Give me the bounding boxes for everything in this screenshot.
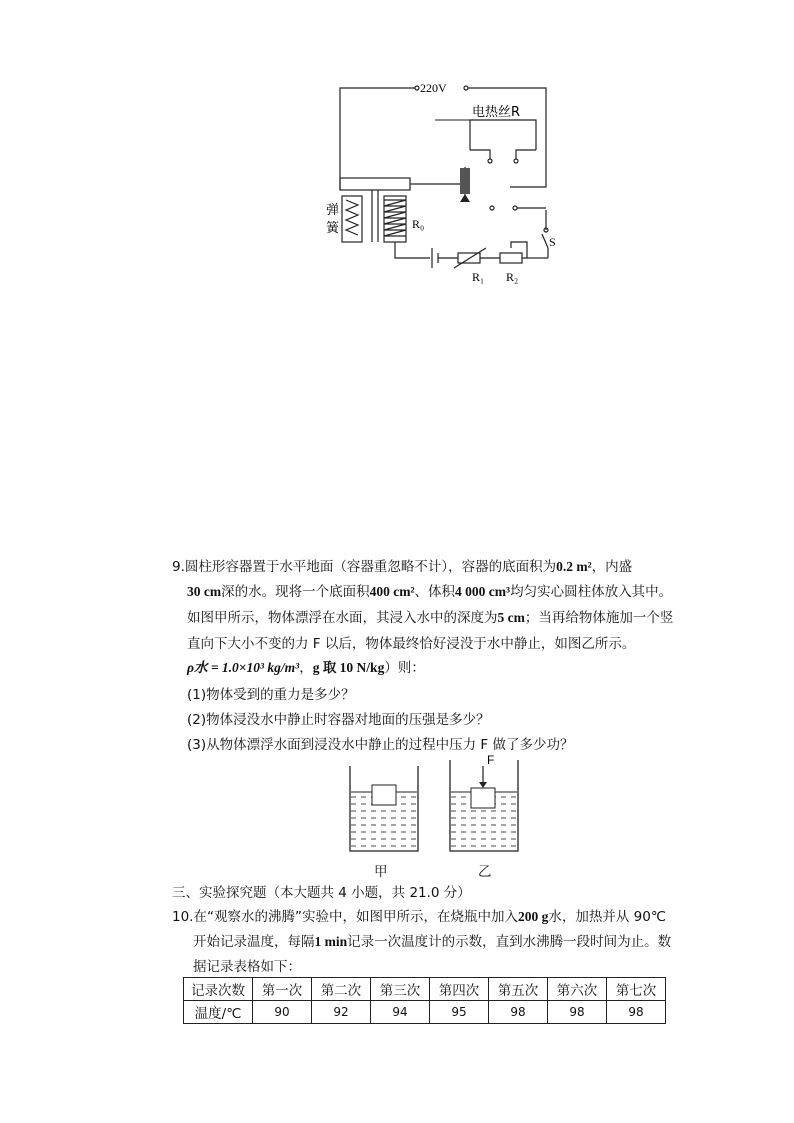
- force-label: F: [487, 753, 495, 767]
- q9-gravity: g 取 10 N/kg: [312, 660, 385, 675]
- q10-text: 水，加热并从 90℃: [548, 909, 666, 925]
- q9-text: ，内盛: [591, 559, 633, 575]
- spring-label-1: 弹: [326, 203, 340, 218]
- table-header-cell: 第三次: [371, 978, 430, 1001]
- q9-text: 9.圆柱形容器置于水平地面（容器重忽略不计），容器的底面积为: [172, 559, 557, 575]
- q9-text: ）则：: [384, 660, 425, 676]
- q9-subquestion-2: (2)物体浸没水中静止时容器对地面的压强是多少？: [187, 712, 490, 728]
- q9-text: 、体积: [414, 584, 456, 600]
- switch-label: S: [549, 235, 556, 249]
- table-cell: 90: [253, 1001, 312, 1024]
- q9-density: ρ水 = 1.0×10³ kg/m³: [187, 660, 300, 675]
- table-row: [184, 1001, 666, 1024]
- q9-line-4: 直向下大小不变的力 F 以后，物体最终恰好浸没于水中静止，如图乙所示。: [187, 636, 636, 652]
- q9-line-1: [172, 558, 632, 576]
- q9-volume: 4 000 cm³: [455, 584, 511, 599]
- q9-base-area: 400 cm²: [369, 584, 415, 599]
- r2-label: R₂: [506, 270, 519, 284]
- table-header-cell: 第二次: [312, 978, 371, 1001]
- spring-label-2: 簧: [326, 221, 340, 236]
- table-cell: 98: [548, 1001, 607, 1024]
- q9-subquestion-1: (1)物体受到的重力是多少？: [187, 687, 355, 703]
- q9-text: 如图甲所示，物体漂浮在水面，其浸入水中的深度为: [187, 610, 498, 626]
- container-figure: [340, 752, 530, 854]
- figure-caption-left: 甲: [374, 864, 388, 880]
- table-header-cell: 记录次数: [184, 978, 253, 1001]
- section-heading: 三、实验探究题（本大题共 4 小题，共 21.0 分）: [172, 885, 471, 901]
- q9-text: ；当再给物体施加一个竖: [524, 610, 674, 626]
- table-header-cell: 第一次: [253, 978, 312, 1001]
- q10-text: 开始记录温度，每隔: [193, 934, 315, 950]
- table-cell: 94: [371, 1001, 430, 1024]
- table-header-cell: 第六次: [548, 978, 607, 1001]
- q9-text: 均匀实心圆柱体放入其中。: [510, 584, 673, 600]
- q9-text: 深的水。现将一个底面积: [221, 584, 370, 600]
- table-header-cell: 第五次: [489, 978, 548, 1001]
- q10-mass: 200 g: [517, 909, 549, 924]
- q9-area: 0.2 m²: [556, 559, 592, 574]
- q9-depth: 30 cm: [187, 584, 222, 599]
- q10-text: 10.在“观察水的沸腾”实验中，如图甲所示，在烧瓶中加入: [172, 909, 518, 925]
- table-cell: 98: [489, 1001, 548, 1024]
- q10-line-1: [172, 908, 666, 926]
- q9-line-3: [187, 609, 673, 627]
- table-row-label: 温度/℃: [184, 1001, 253, 1024]
- q10-line-2: [193, 933, 671, 951]
- q10-text: 记录一次温度计的示数，直到水沸腾一段时间为止。数: [347, 934, 672, 950]
- table-header-cell: 第七次: [607, 978, 666, 1001]
- table-header-row: [184, 978, 666, 1001]
- figure-caption-right: 乙: [478, 864, 492, 880]
- table-header-cell: 第四次: [430, 978, 489, 1001]
- r1-label: R₁: [472, 270, 485, 284]
- table-cell: 92: [312, 1001, 371, 1024]
- q9-subquestion-3: (3)从物体漂浮水面到浸没水中静止的过程中压力 F 做了多少功？: [187, 737, 574, 753]
- q10-line-3: 据记录表格如下：: [193, 959, 301, 975]
- r0-label: R₀: [412, 217, 425, 231]
- table-cell: 98: [607, 1001, 666, 1024]
- q9-line-5: [187, 659, 425, 677]
- q9-text: ，: [299, 660, 313, 676]
- q10-interval: 1 min: [314, 934, 348, 949]
- heater-label: 电热丝R: [472, 105, 521, 120]
- q9-line-2: [187, 583, 672, 601]
- circuit-diagram: [320, 70, 560, 290]
- voltage-label: 220V: [420, 81, 447, 95]
- table-cell: 95: [430, 1001, 489, 1024]
- record-table: [183, 977, 666, 1024]
- q9-immersion: 5 cm: [497, 610, 525, 625]
